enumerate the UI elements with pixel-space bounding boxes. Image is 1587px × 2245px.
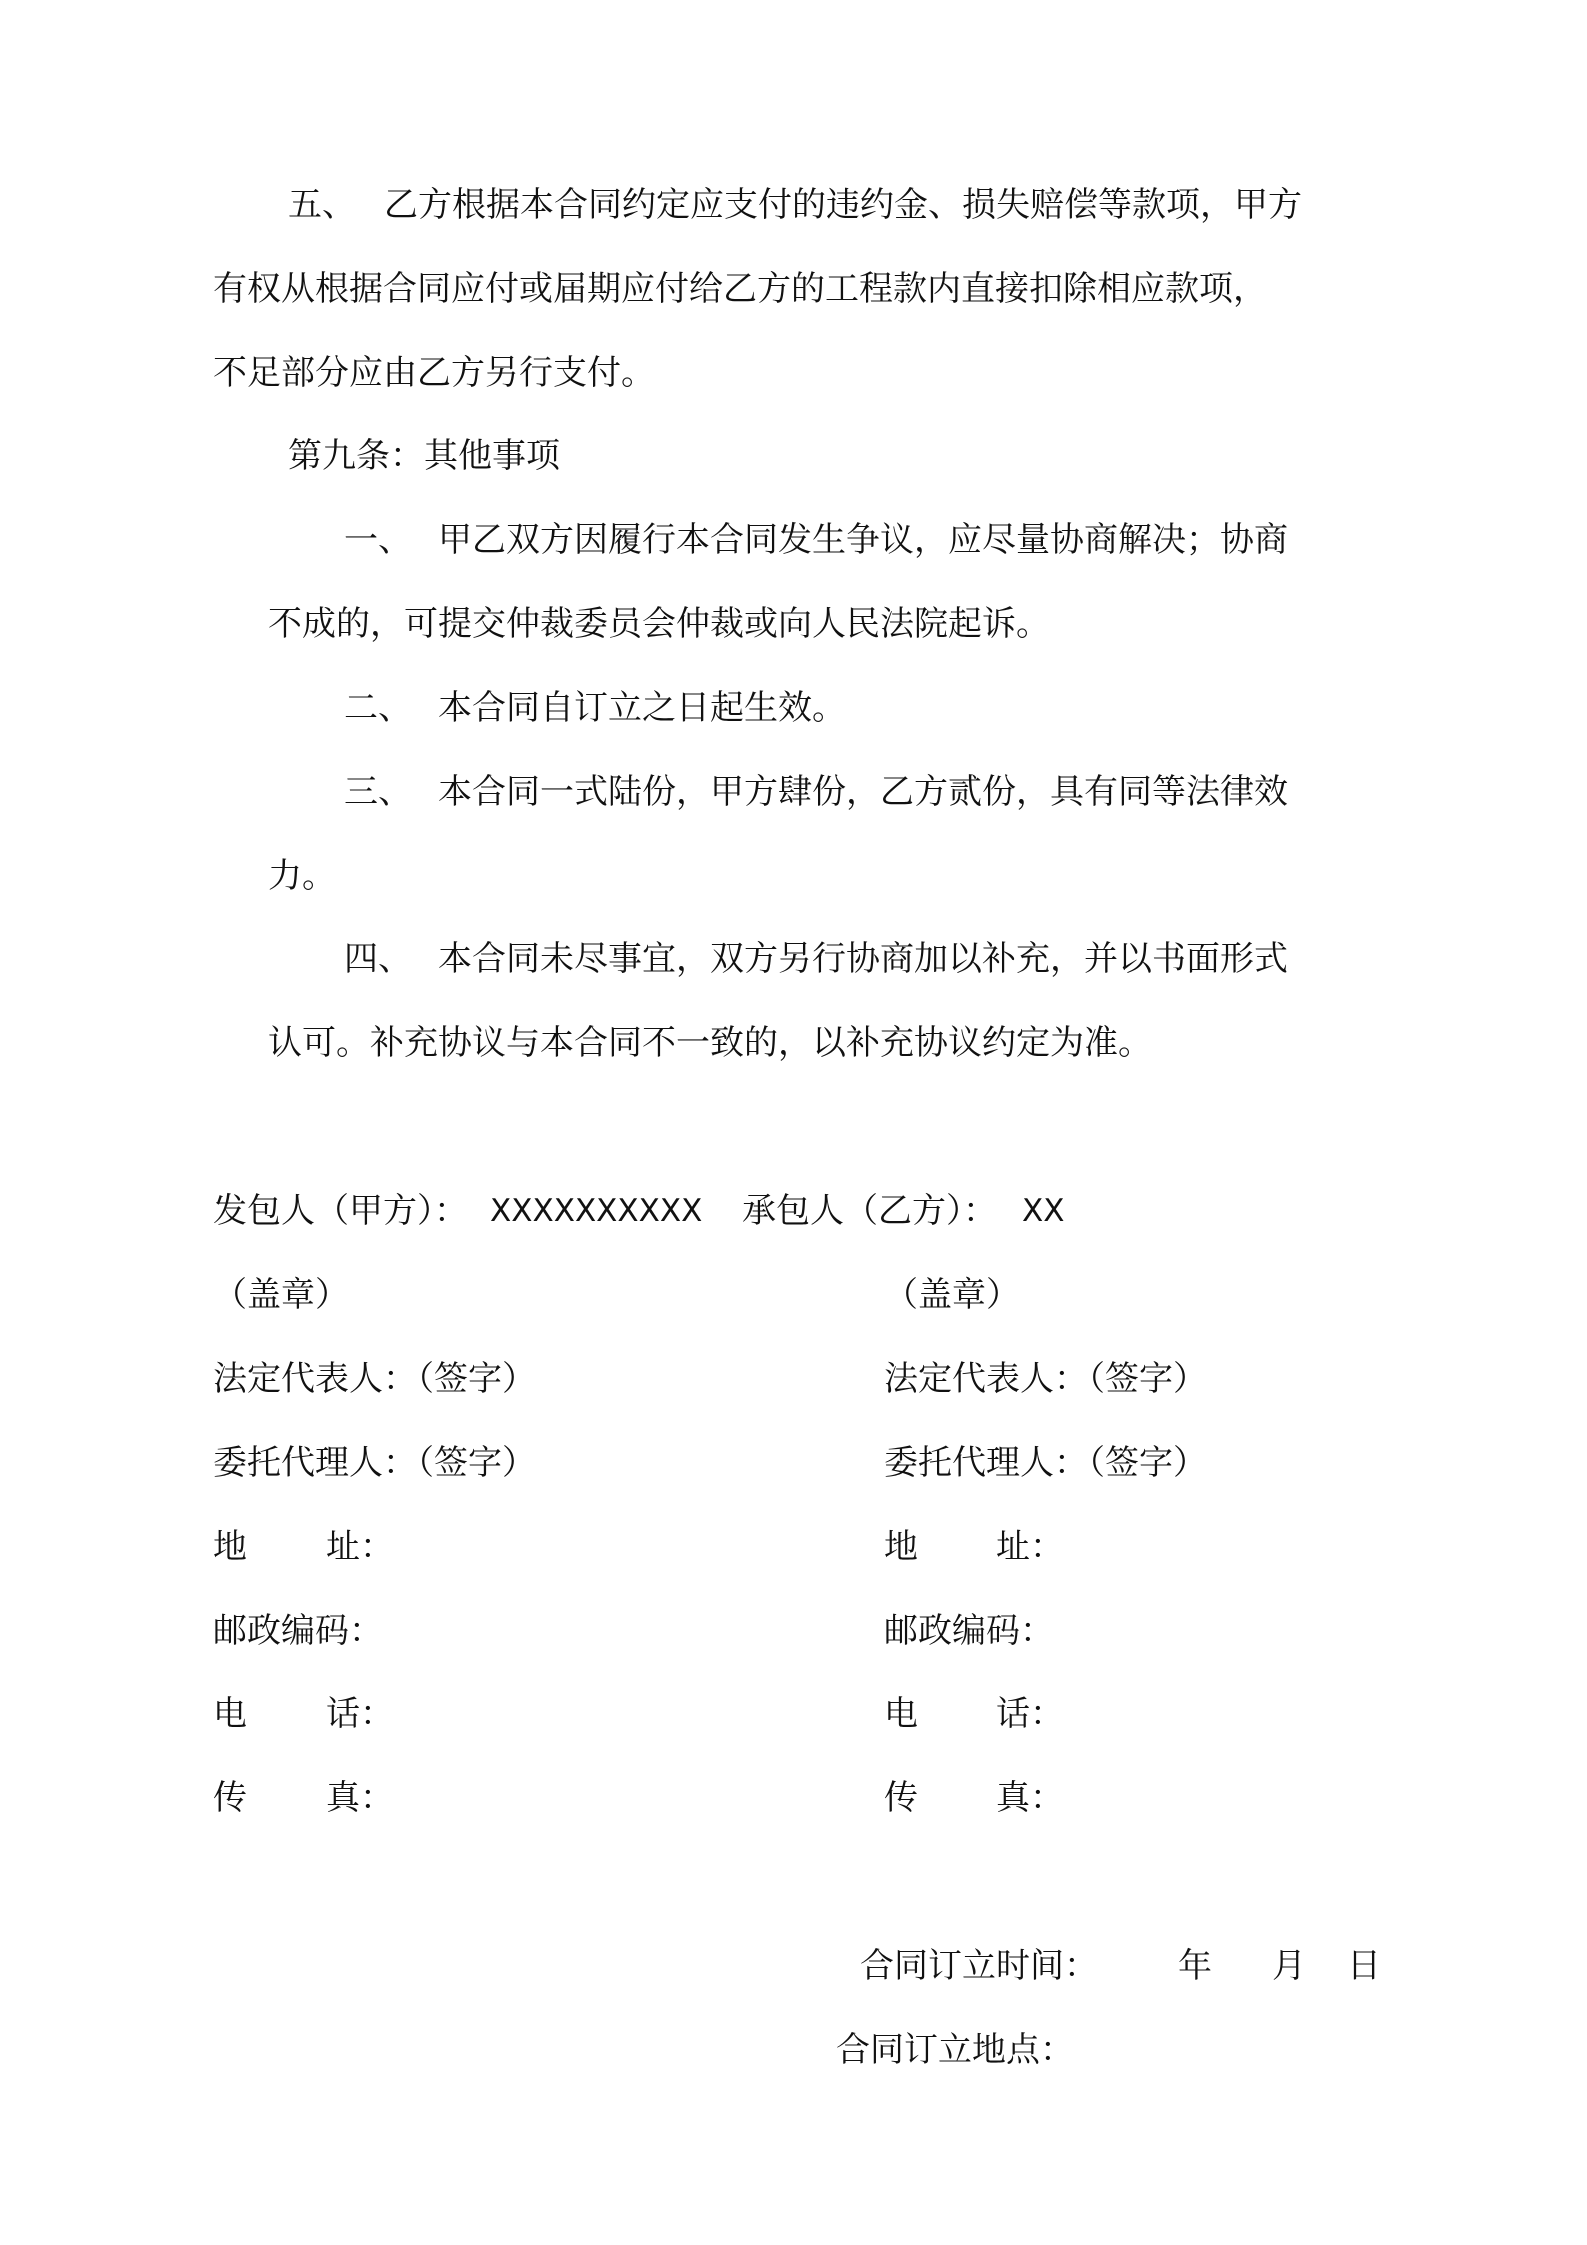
- party-b-address-char1: 地: [884, 1527, 918, 1567]
- party-a-fax-char2: 真：: [326, 1778, 394, 1818]
- party-b-agent: 委托代理人：（签字）: [884, 1443, 1207, 1483]
- party-b-value: XX: [1022, 1193, 1065, 1229]
- signing-month: 月: [1272, 1946, 1306, 1986]
- party-a-address-char1: 地: [213, 1527, 247, 1567]
- party-a-agent: 委托代理人：（签字）: [213, 1443, 536, 1483]
- party-b-fax-char1: 传: [884, 1778, 918, 1818]
- party-a-phone-char1: 电: [213, 1694, 247, 1734]
- clause-five-line3: 不足部分应由乙方另行支付。: [213, 353, 655, 393]
- clause-five-line1: 乙方根据本合同约定应支付的违约金、损失赔偿等款项，甲方: [384, 185, 1302, 225]
- item-one-number: 一、: [344, 520, 412, 560]
- clause-five-line2: 有权从根据合同应付或届期应付给乙方的工程款内直接扣除相应款项，: [213, 269, 1267, 309]
- clause-five-number: 五、: [288, 185, 356, 225]
- signing-time-label: 合同订立时间：: [860, 1946, 1098, 1986]
- item-four-line2: 认可。补充协议与本合同不一致的，以补充协议约定为准。: [268, 1023, 1152, 1063]
- item-four-line1: 本合同未尽事宜，双方另行协商加以补充，并以书面形式: [438, 939, 1288, 979]
- party-b-address-char2: 址：: [996, 1527, 1064, 1567]
- signing-year: 年: [1178, 1946, 1212, 1986]
- party-a-seal: （盖章）: [213, 1275, 349, 1315]
- party-b-phone-char2: 话：: [996, 1694, 1064, 1734]
- item-three-line2: 力。: [268, 856, 336, 896]
- party-b-fax-char2: 真：: [996, 1778, 1064, 1818]
- item-four-number: 四、: [344, 939, 412, 979]
- item-three-line1: 本合同一式陆份，甲方肆份，乙方贰份，具有同等法律效: [438, 772, 1288, 812]
- signing-day: 日: [1347, 1946, 1381, 1986]
- item-one-line2: 不成的，可提交仲裁委员会仲裁或向人民法院起诉。: [268, 604, 1050, 644]
- party-a-label: 发包人（甲方）：: [213, 1191, 468, 1231]
- item-two-line1: 本合同自订立之日起生效。: [438, 688, 846, 728]
- party-b-legal-rep: 法定代表人：（签字）: [884, 1359, 1207, 1399]
- party-a-postcode: 邮政编码：: [213, 1611, 383, 1651]
- item-one-line1: 甲乙双方因履行本合同发生争议，应尽量协商解决；协商: [438, 520, 1288, 560]
- party-a-legal-rep: 法定代表人：（签字）: [213, 1359, 536, 1399]
- party-b-phone-char1: 电: [884, 1694, 918, 1734]
- party-a-phone-char2: 话：: [326, 1694, 394, 1734]
- party-a-fax-char1: 传: [213, 1778, 247, 1818]
- party-a-address-char2: 址：: [326, 1527, 394, 1567]
- party-b-seal: （盖章）: [884, 1275, 1020, 1315]
- item-three-number: 三、: [344, 772, 412, 812]
- signing-place-label: 合同订立地点：: [836, 2030, 1074, 2070]
- article-nine-title: 第九条：其他事项: [288, 436, 560, 476]
- party-b-label: 承包人（乙方）：: [742, 1191, 997, 1231]
- party-b-postcode: 邮政编码：: [884, 1611, 1054, 1651]
- party-a-value: XXXXXXXXXX: [490, 1193, 703, 1229]
- item-two-number: 二、: [344, 688, 412, 728]
